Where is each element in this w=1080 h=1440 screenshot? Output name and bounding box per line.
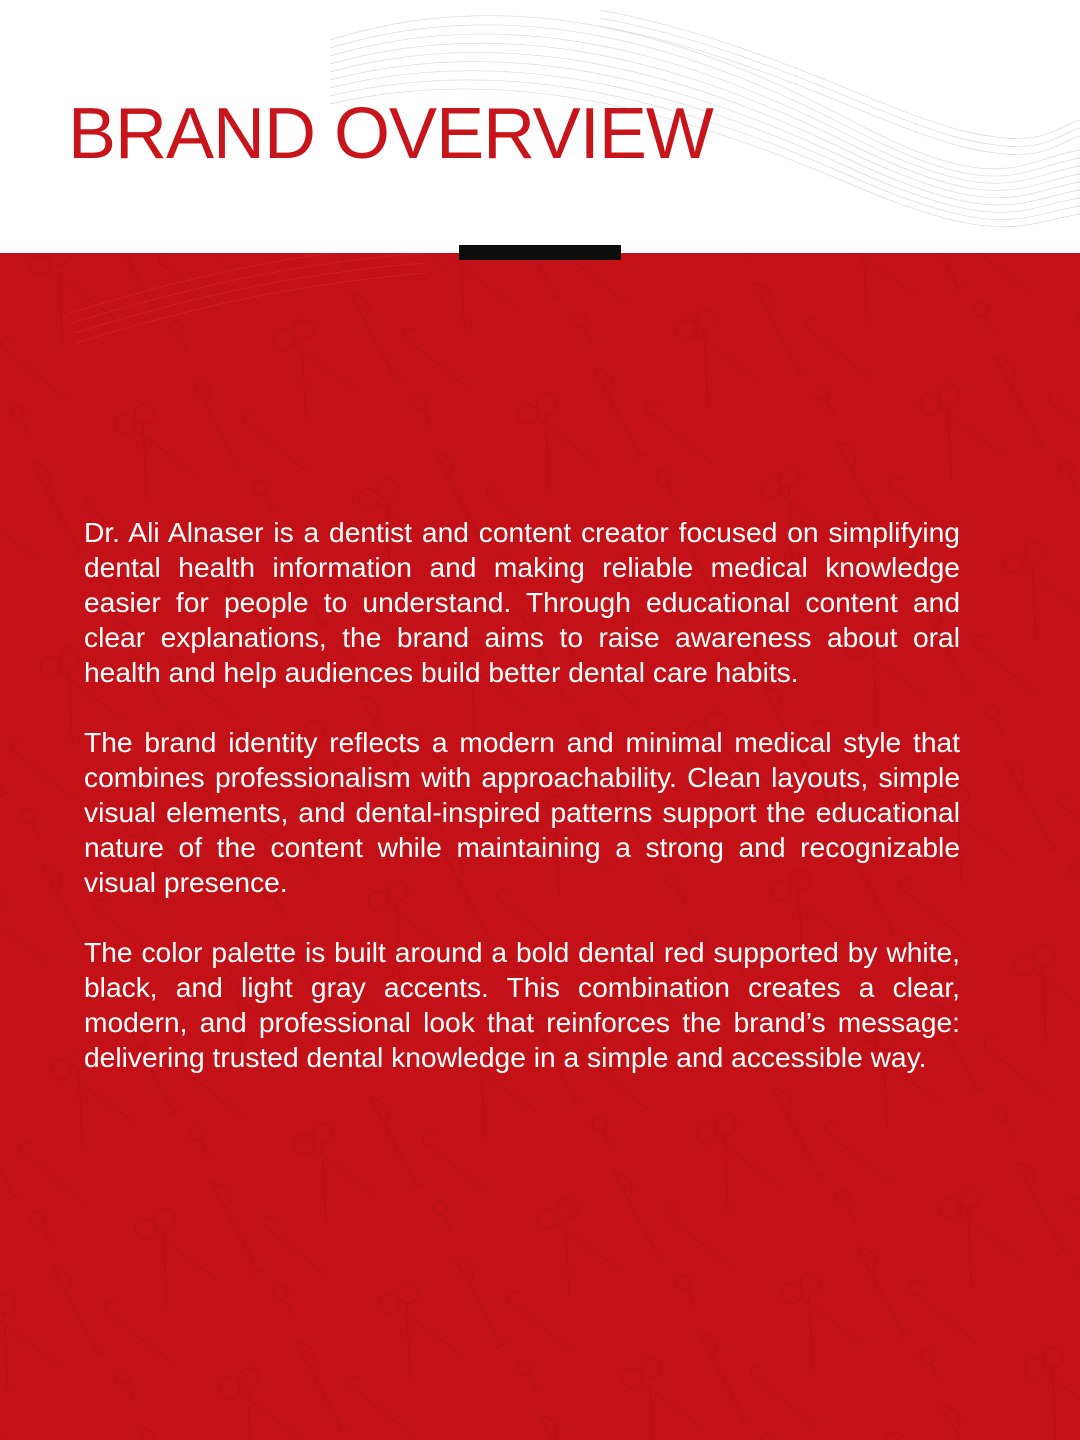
header-section	[0, 0, 1080, 253]
paragraph-palette: The color palette is built around a bold dental red supported by white, black, and light gray accents. This combination creates a clear, modern, and professional look that reinforces the brand’s message: delivering trusted dental knowledge in a simple and accessible way.	[84, 936, 960, 1073]
page-title: BRAND OVERVIEW	[68, 94, 713, 174]
overview-body	[84, 515, 960, 1110]
paragraph-identity: The brand identity reflects a modern and minimal medical style that combines professionalism with approachability. Clean layouts, simple visual elements, and dental-inspired patterns support the educational nature of the content while maintaining a strong and recognizable visual presence.	[84, 726, 960, 898]
content-panel	[0, 253, 1080, 1440]
section-divider	[459, 245, 621, 260]
paragraph-intro: Dr. Ali Alnaser is a dentist and content creator focused on simplifying dental health information and making reliable medical knowledge easier for people to understand. Through educational content and clear explanations, the brand aims to raise awareness about oral health and help audiences build better dental care habits.	[84, 516, 960, 688]
